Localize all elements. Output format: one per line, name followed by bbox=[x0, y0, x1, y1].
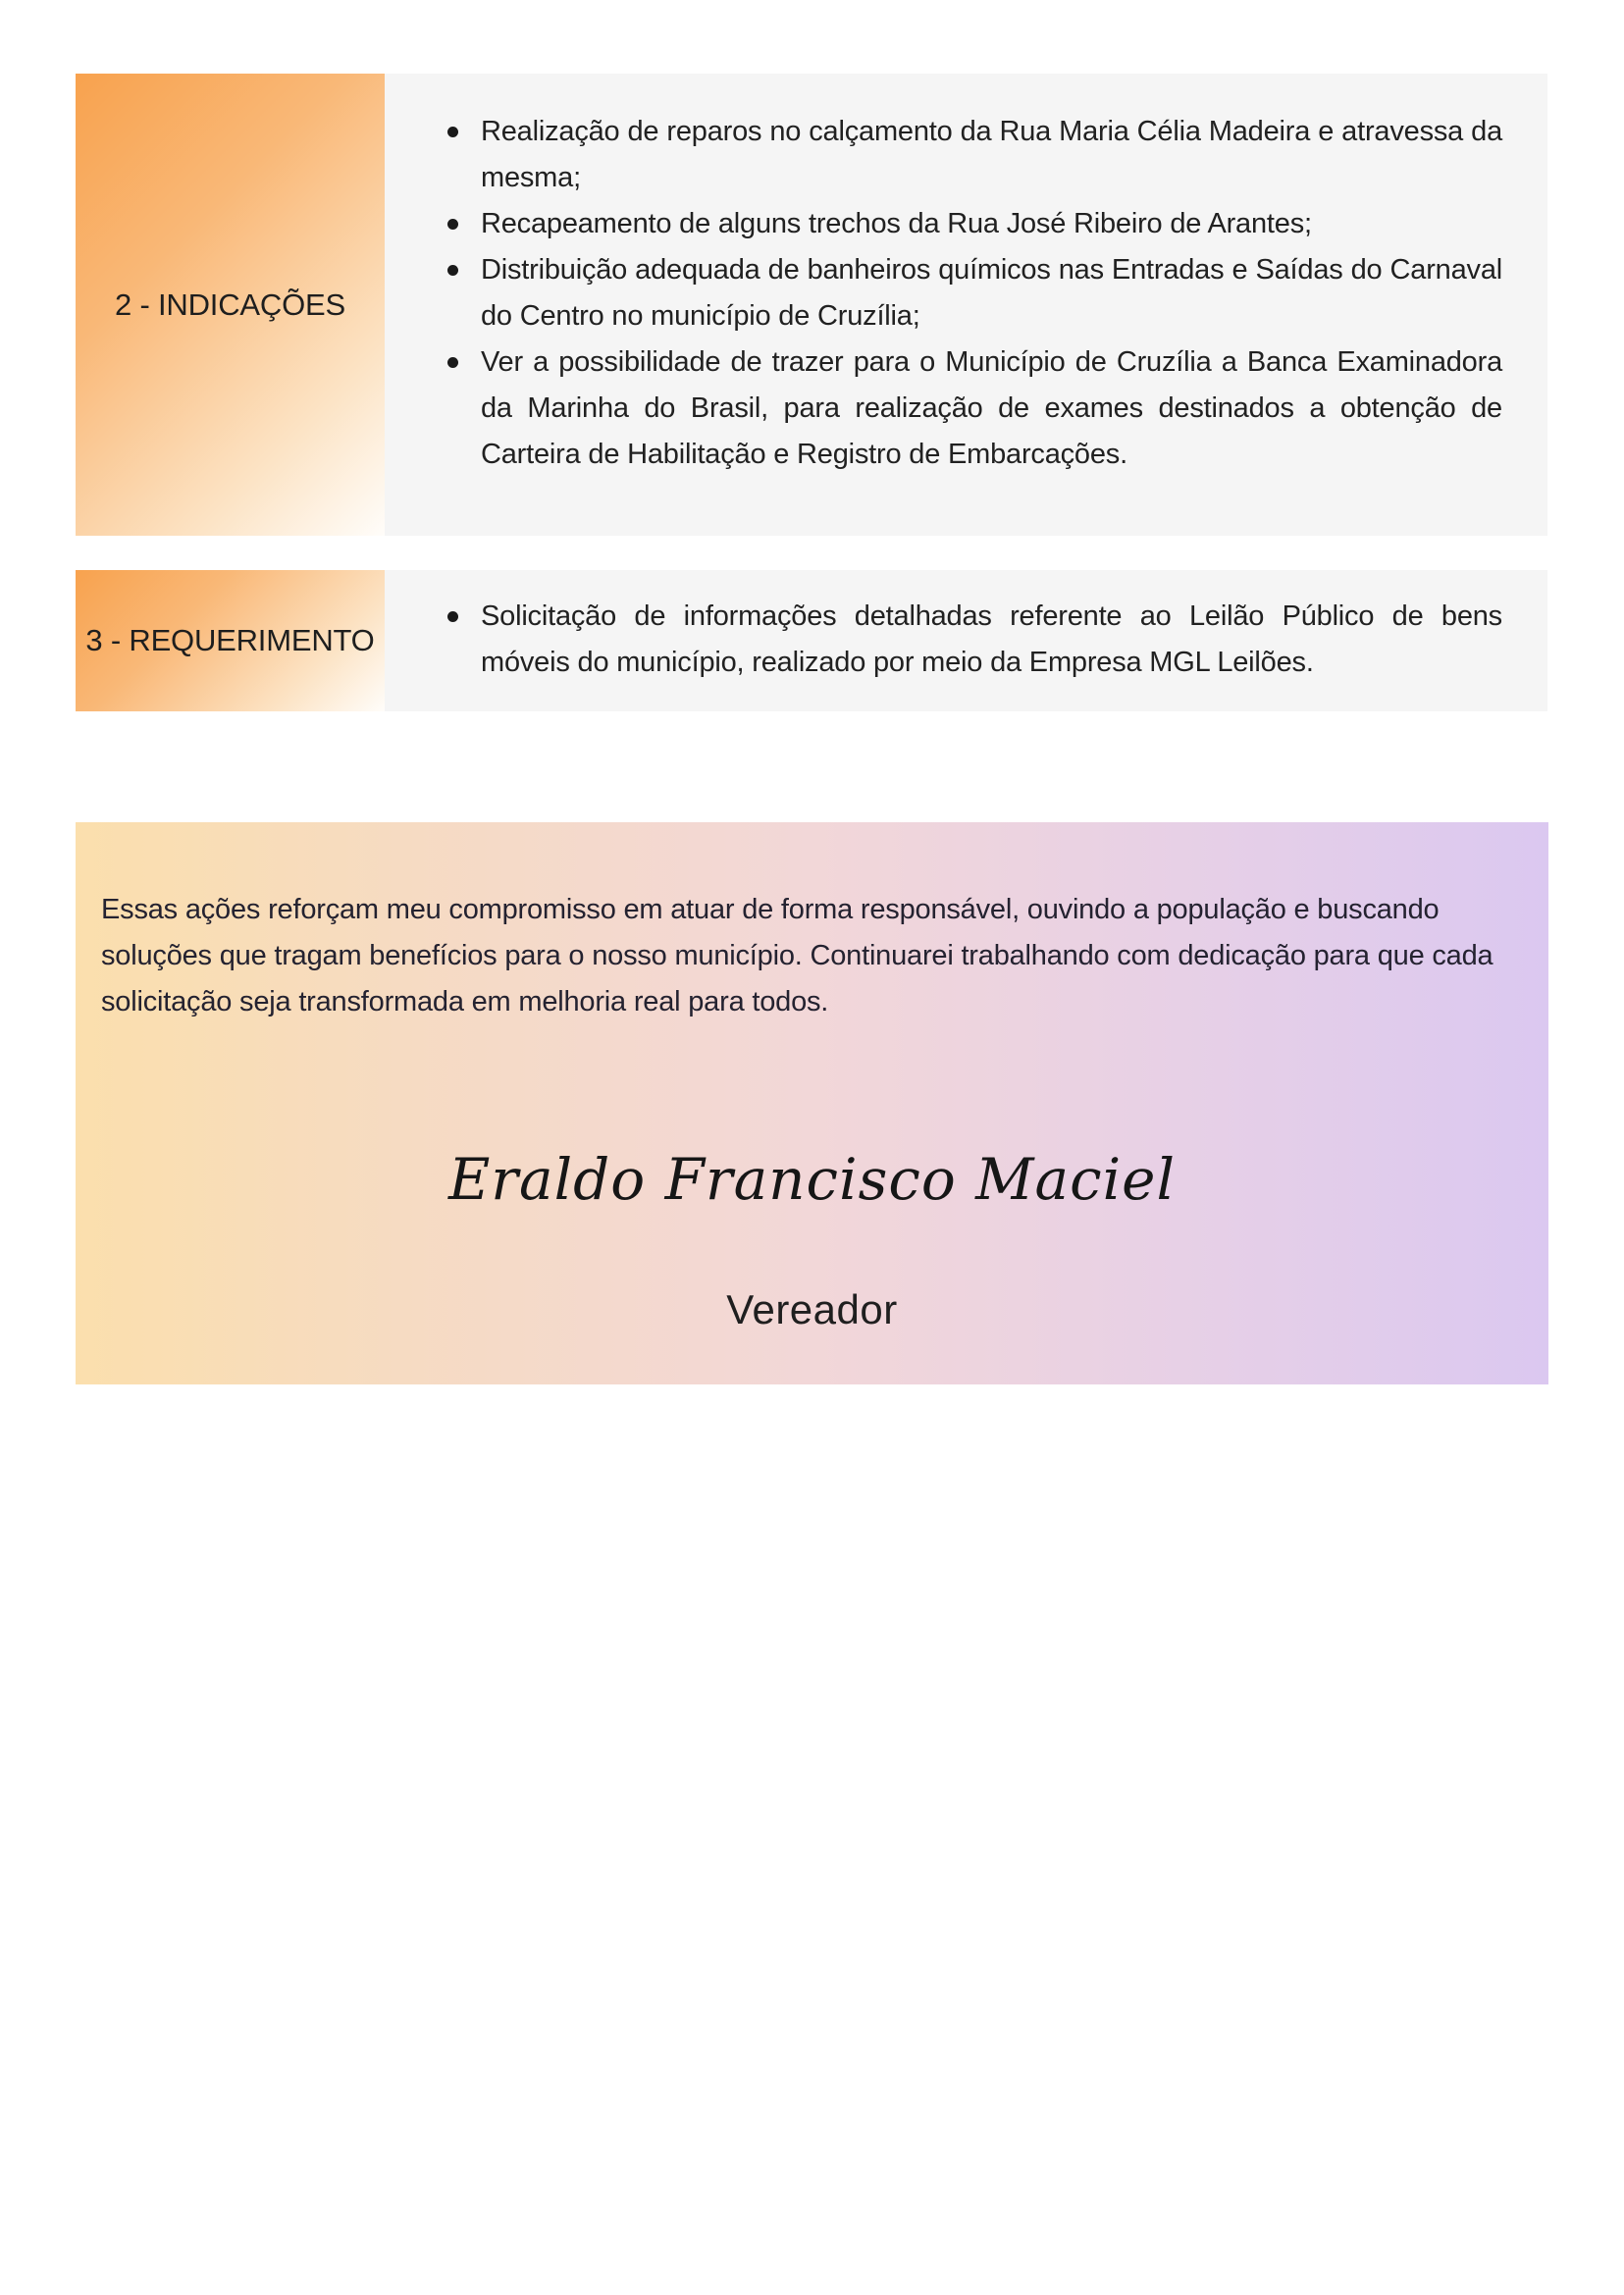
list-item-text: Recapeamento de alguns trechos da Rua José Ribeiro de Arantes; bbox=[481, 208, 1312, 239]
list-item bbox=[442, 109, 1502, 201]
list-item bbox=[442, 594, 1502, 686]
closing-message-box bbox=[76, 822, 1548, 1384]
signature-title: Vereador bbox=[726, 1286, 898, 1332]
closing-paragraph: Essas ações reforçam meu compromisso em atuar de forma responsável, ouvindo a população e buscando soluções que tragam benefícios para o nosso município. Continuarei trabalhando com dedicação para que cada solicitação seja transformada em melhoria real para todos. bbox=[101, 894, 1493, 1017]
section-requerimento bbox=[76, 570, 1547, 711]
signature: Eraldo Francisco Maciel bbox=[447, 1146, 1177, 1213]
section-indicacoes bbox=[76, 74, 1547, 536]
section-indicacoes-label-box bbox=[76, 74, 385, 536]
bullet-icon bbox=[447, 265, 458, 276]
section-requerimento-label: 3 - REQUERIMENTO bbox=[85, 623, 375, 657]
bullet-icon bbox=[447, 611, 458, 622]
indicacoes-bullet-list bbox=[442, 109, 1502, 478]
bullet-icon bbox=[447, 127, 458, 137]
list-item-text: Solicitação de informações detalhadas referente ao Leilão Público de bens móveis do município, realizado por meio da Empresa MGL Leilões. bbox=[481, 600, 1502, 678]
list-item-text: Distribuição adequada de banheiros químicos nas Entradas e Saídas do Carnaval do Centro no município de Cruzília; bbox=[481, 254, 1502, 332]
section-requerimento-content bbox=[385, 570, 1547, 711]
bullet-icon bbox=[447, 357, 458, 368]
section-indicacoes-label: 2 - INDICAÇÕES bbox=[115, 287, 345, 322]
list-item-text: Realização de reparos no calçamento da Rua Maria Célia Madeira e atravessa da mesma; bbox=[481, 116, 1502, 193]
list-item bbox=[442, 201, 1502, 247]
bullet-icon bbox=[447, 219, 458, 230]
section-requerimento-label-box bbox=[76, 570, 385, 711]
section-indicacoes-content bbox=[385, 74, 1547, 536]
list-item-text: Ver a possibilidade de trazer para o Município de Cruzília a Banca Examinadora da Marinha do Brasil, para realização de exames destinados a obtenção de Carteira de Habilitação e Registro de Embarcações. bbox=[481, 346, 1502, 470]
list-item bbox=[442, 247, 1502, 339]
list-item bbox=[442, 339, 1502, 478]
requerimento-bullet-list bbox=[442, 594, 1502, 686]
